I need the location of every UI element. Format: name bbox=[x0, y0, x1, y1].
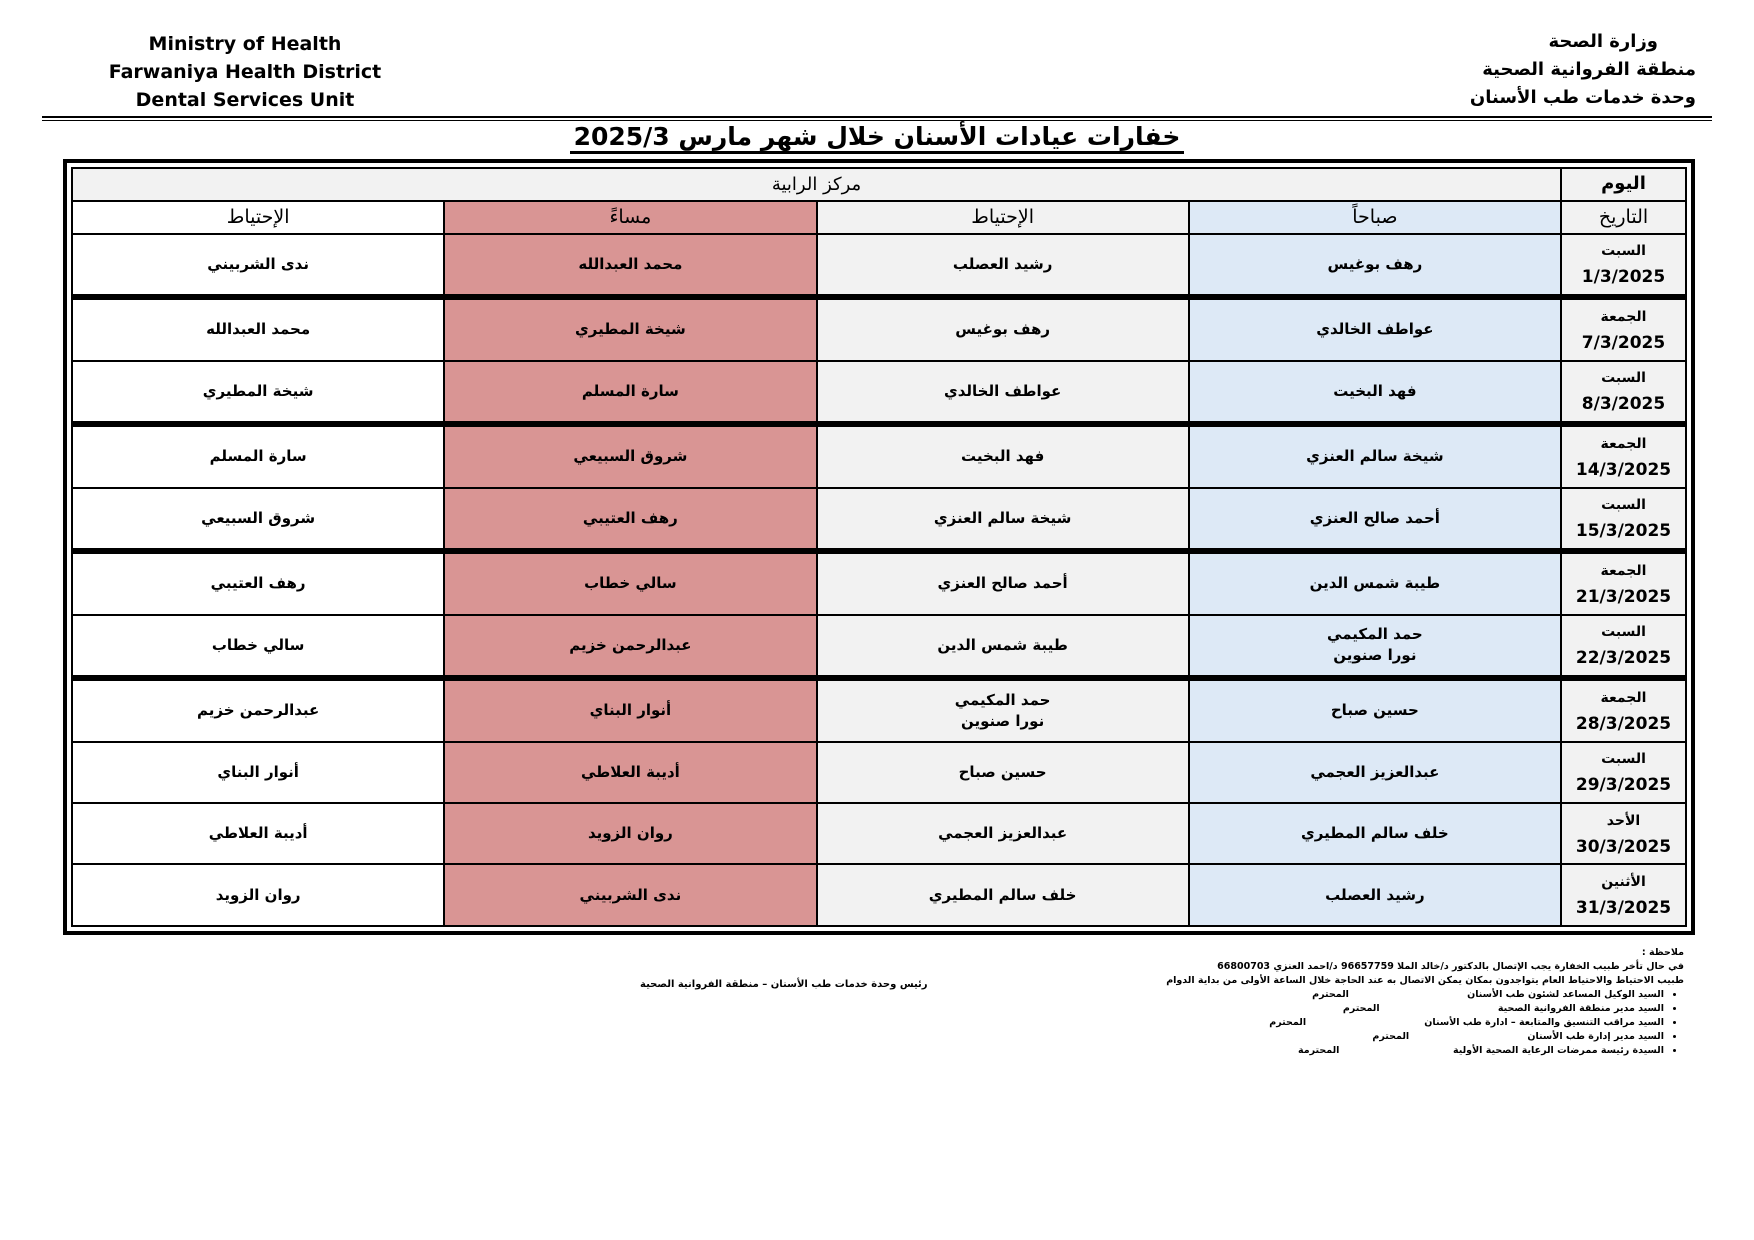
staff-name: روان الزويد bbox=[215, 885, 301, 904]
table-header-row-2 bbox=[72, 201, 1686, 234]
schedule-table bbox=[71, 167, 1687, 927]
table-row bbox=[72, 742, 1686, 803]
staff-name: ندى الشربيني bbox=[207, 254, 309, 273]
table-row bbox=[72, 488, 1686, 552]
date-value: 1/3/2025 bbox=[1581, 267, 1666, 288]
date-value: 14/3/2025 bbox=[1575, 459, 1672, 480]
morning-cell bbox=[1189, 234, 1561, 298]
staff-name: شروق السبيعي bbox=[573, 447, 688, 466]
staff-name: رشيد العصلب bbox=[1325, 885, 1425, 904]
day-date-cell bbox=[1561, 424, 1686, 488]
backup2-cell bbox=[72, 803, 444, 864]
staff-name: خلف سالم المطيري bbox=[1301, 824, 1449, 843]
table-row bbox=[72, 803, 1686, 864]
backup2-cell bbox=[72, 488, 444, 552]
evening-cell bbox=[444, 864, 816, 926]
notes-line-2: طبيب الاحتياط والاحتياط العام يتواجدون بمكان يمكن الاتصال به عند الحاجة خلال الساعة الأولى من بداية الدوام bbox=[1166, 975, 1684, 986]
staff-name: أديبة العلاطي bbox=[208, 824, 308, 843]
staff-name: أحمد صالح العنزي bbox=[937, 574, 1068, 593]
morning-cell bbox=[1189, 551, 1561, 615]
cc-title: المحترمة bbox=[1297, 1045, 1340, 1056]
staff-name-second: نورا صنوين bbox=[961, 711, 1045, 730]
staff-name: عبدالعزيز العجمي bbox=[938, 824, 1068, 843]
cc-item bbox=[1124, 988, 1664, 1002]
staff-name: عواطف الخالدي bbox=[1316, 320, 1434, 339]
staff-name: عبدالرحمن خزيم bbox=[569, 635, 692, 654]
day-name: السبت bbox=[1601, 370, 1646, 387]
ministry-name-ar: وزارة الصحة bbox=[1548, 31, 1658, 52]
day-date-cell bbox=[1561, 864, 1686, 926]
morning-cell bbox=[1189, 864, 1561, 926]
header-divider bbox=[42, 116, 1712, 118]
morning-cell bbox=[1189, 615, 1561, 679]
cc-item bbox=[1124, 1044, 1664, 1058]
staff-name: روان الزويد bbox=[587, 824, 673, 843]
page-title: خفارات عيادات الأسنان خلال شهر مارس 2025/3 bbox=[0, 122, 1754, 151]
staff-name: أحمد صالح العنزي bbox=[1309, 508, 1440, 527]
backup2-cell bbox=[72, 551, 444, 615]
notes-line-1: في حال تأخر طبيب الخفارة يجب الإتصال بالدكتور د/خالد الملا 96657759 د/احمد العنزي 66800703 bbox=[1217, 961, 1684, 972]
backup1-cell bbox=[817, 864, 1189, 926]
cc-item bbox=[1124, 1002, 1664, 1016]
staff-name: رهف بوغيس bbox=[1327, 254, 1423, 273]
staff-name: شيخة المطيري bbox=[575, 320, 686, 339]
backup1-cell bbox=[817, 615, 1189, 679]
staff-name: عواطف الخالدي bbox=[943, 381, 1062, 400]
table-row bbox=[72, 678, 1686, 742]
staff-name: شيخة سالم العنزي bbox=[1306, 447, 1444, 466]
morning-cell bbox=[1189, 488, 1561, 552]
evening-header: مساءً bbox=[444, 201, 816, 234]
evening-cell bbox=[444, 803, 816, 864]
header-english bbox=[95, 30, 395, 114]
staff-name: أنوار البناي bbox=[589, 701, 672, 720]
day-name: السبت bbox=[1601, 751, 1646, 768]
backup2-cell bbox=[72, 234, 444, 298]
header-divider-thin bbox=[42, 120, 1712, 121]
staff-name: حمد المكيمي bbox=[1327, 625, 1423, 644]
backup2-cell bbox=[72, 424, 444, 488]
morning-cell bbox=[1189, 424, 1561, 488]
morning-cell bbox=[1189, 361, 1561, 425]
date-value: 29/3/2025 bbox=[1575, 775, 1672, 796]
staff-name: رهف العتيبي bbox=[210, 574, 306, 593]
staff-name: حمد المكيمي bbox=[954, 690, 1051, 709]
backup1-cell bbox=[817, 803, 1189, 864]
date-value: 31/3/2025 bbox=[1575, 898, 1672, 919]
staff-name: سالي خطاب bbox=[584, 574, 677, 593]
day-name: الجمعة bbox=[1600, 308, 1647, 325]
morning-cell bbox=[1189, 742, 1561, 803]
backup2-cell bbox=[72, 615, 444, 679]
date-header: التاريخ bbox=[1561, 201, 1686, 234]
staff-name: محمد العبدالله bbox=[578, 254, 683, 273]
day-name: الجمعة bbox=[1600, 435, 1647, 452]
schedule-table-frame bbox=[63, 159, 1695, 935]
backup2-cell bbox=[72, 864, 444, 926]
day-date-cell bbox=[1561, 488, 1686, 552]
morning-cell bbox=[1189, 297, 1561, 361]
day-header: اليوم bbox=[1561, 168, 1686, 201]
staff-name: حسين صباح bbox=[958, 762, 1047, 781]
backup1-header: الإحتياط bbox=[817, 201, 1189, 234]
table-row bbox=[72, 297, 1686, 361]
day-date-cell bbox=[1561, 297, 1686, 361]
cc-recipient: السيد مدير إدارة طب الأسنان bbox=[1527, 1031, 1664, 1042]
table-row bbox=[72, 551, 1686, 615]
staff-name: أنوار البناي bbox=[217, 762, 299, 781]
backup1-cell bbox=[817, 742, 1189, 803]
backup1-cell bbox=[817, 551, 1189, 615]
notes-section bbox=[1124, 946, 1684, 1058]
staff-name: سالي خطاب bbox=[211, 635, 305, 654]
staff-name: أديبة العلاطي bbox=[580, 762, 680, 781]
day-name: الجمعة bbox=[1600, 562, 1647, 579]
day-date-cell bbox=[1561, 615, 1686, 679]
day-date-cell bbox=[1561, 234, 1686, 298]
staff-name: عبدالعزيز العجمي bbox=[1310, 762, 1440, 781]
day-name: الجمعة bbox=[1600, 689, 1647, 706]
backup2-cell bbox=[72, 678, 444, 742]
cc-title: المحترم bbox=[1269, 1017, 1307, 1028]
day-date-cell bbox=[1561, 742, 1686, 803]
table-header-row-1 bbox=[72, 168, 1686, 201]
evening-cell bbox=[444, 742, 816, 803]
date-value: 28/3/2025 bbox=[1575, 713, 1672, 734]
notes-label: ملاحظة : bbox=[1641, 947, 1684, 958]
day-name: السبت bbox=[1601, 497, 1646, 514]
cc-recipient: السيد مدير منطقة الفروانية الصحية bbox=[1497, 1003, 1664, 1014]
staff-name: ندى الشربيني bbox=[579, 885, 682, 904]
cc-item bbox=[1124, 1030, 1664, 1044]
staff-name: شيخة المطيري bbox=[202, 381, 314, 400]
day-date-cell bbox=[1561, 678, 1686, 742]
staff-name: فهد البخيت bbox=[1333, 381, 1417, 400]
backup1-cell bbox=[817, 488, 1189, 552]
evening-cell bbox=[444, 234, 816, 298]
cc-recipient: السيد الوكيل المساعد لشئون طب الأسنان bbox=[1467, 989, 1664, 1000]
backup1-cell bbox=[817, 678, 1189, 742]
morning-cell bbox=[1189, 803, 1561, 864]
date-value: 22/3/2025 bbox=[1575, 648, 1672, 669]
cc-list bbox=[1124, 988, 1684, 1058]
staff-name: رهف العتيبي bbox=[582, 508, 678, 527]
backup2-header: الإحتياط bbox=[72, 201, 444, 234]
staff-name: محمد العبدالله bbox=[206, 320, 311, 339]
staff-name: شيخة سالم العنزي bbox=[933, 508, 1072, 527]
backup2-cell bbox=[72, 742, 444, 803]
staff-name: فهد البخيت bbox=[960, 447, 1045, 466]
table-row bbox=[72, 615, 1686, 679]
day-date-cell bbox=[1561, 803, 1686, 864]
backup1-cell bbox=[817, 297, 1189, 361]
backup2-cell bbox=[72, 297, 444, 361]
evening-cell bbox=[444, 551, 816, 615]
evening-cell bbox=[444, 678, 816, 742]
day-name: السبت bbox=[1601, 243, 1646, 260]
staff-name: طيبة شمس الدين bbox=[937, 635, 1068, 654]
ministry-name-en: Ministry of Health bbox=[148, 33, 342, 55]
district-name-ar: منطقة الفروانية الصحية bbox=[1482, 59, 1696, 80]
staff-name: خلف سالم المطيري bbox=[928, 885, 1077, 904]
day-date-cell bbox=[1561, 551, 1686, 615]
date-value: 30/3/2025 bbox=[1575, 836, 1672, 857]
cc-title: المحترم bbox=[1372, 1031, 1410, 1042]
morning-cell bbox=[1189, 678, 1561, 742]
backup2-cell bbox=[72, 361, 444, 425]
backup1-cell bbox=[817, 234, 1189, 298]
day-name: الأحد bbox=[1606, 812, 1641, 829]
staff-name: رشيد العصلب bbox=[952, 254, 1053, 273]
backup1-cell bbox=[817, 424, 1189, 488]
cc-recipient: السيدة رئيسة ممرضات الرعاية الصحية الأولية bbox=[1452, 1045, 1664, 1056]
staff-name: عبدالرحمن خزيم bbox=[196, 701, 320, 720]
date-value: 15/3/2025 bbox=[1575, 521, 1672, 542]
date-value: 21/3/2025 bbox=[1575, 586, 1672, 607]
date-value: 8/3/2025 bbox=[1581, 394, 1666, 415]
date-value: 7/3/2025 bbox=[1581, 332, 1666, 353]
table-row bbox=[72, 361, 1686, 425]
staff-name: حسين صباح bbox=[1330, 701, 1419, 720]
staff-name: رهف بوغيس bbox=[955, 320, 1050, 339]
evening-cell bbox=[444, 615, 816, 679]
day-name: السبت bbox=[1601, 624, 1646, 641]
staff-name: سارة المسلم bbox=[209, 447, 307, 466]
center-name-header: مركز الرابية bbox=[72, 168, 1561, 201]
cc-title: المحترم bbox=[1342, 1003, 1380, 1014]
table-row bbox=[72, 864, 1686, 926]
cc-recipient: السيد مراقب التنسيق والمتابعة – ادارة طب الأسنان bbox=[1424, 1017, 1664, 1028]
day-name: الأثنين bbox=[1601, 874, 1646, 891]
unit-name-en: Dental Services Unit bbox=[135, 89, 355, 111]
evening-cell bbox=[444, 424, 816, 488]
staff-name: سارة المسلم bbox=[581, 381, 679, 400]
evening-cell bbox=[444, 488, 816, 552]
cc-item bbox=[1124, 1016, 1664, 1030]
morning-header: صباحاً bbox=[1189, 201, 1561, 234]
header-arabic bbox=[1296, 28, 1696, 112]
evening-cell bbox=[444, 297, 816, 361]
day-date-cell bbox=[1561, 361, 1686, 425]
table-row bbox=[72, 234, 1686, 298]
evening-cell bbox=[444, 361, 816, 425]
table-row bbox=[72, 424, 1686, 488]
staff-name: شروق السبيعي bbox=[201, 508, 316, 527]
signature-line: رئيس وحدة خدمات طب الأسنان – منطقة الفروانية الصحية bbox=[640, 979, 928, 990]
cc-title: المحترم bbox=[1312, 989, 1349, 1000]
district-name-en: Farwaniya Health District bbox=[108, 61, 382, 83]
backup1-cell bbox=[817, 361, 1189, 425]
staff-name: طيبة شمس الدين bbox=[1309, 574, 1441, 593]
unit-name-ar: وحدة خدمات طب الأسنان bbox=[1469, 87, 1696, 108]
staff-name-second: نورا صنوين bbox=[1333, 646, 1417, 665]
